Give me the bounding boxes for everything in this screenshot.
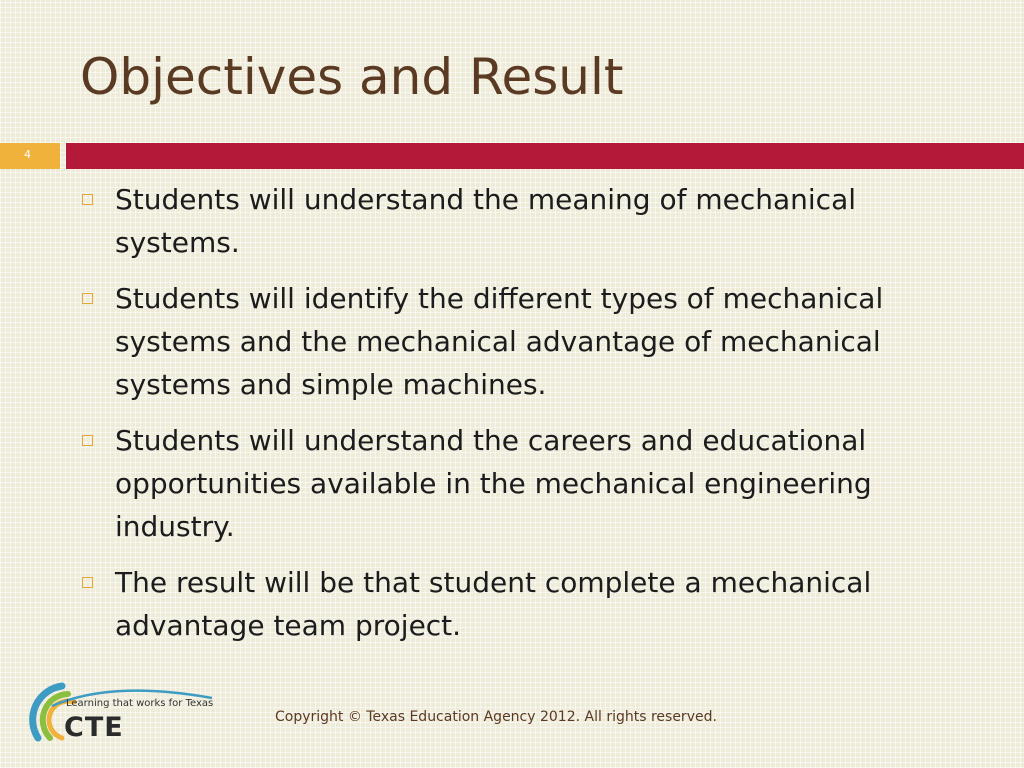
- bullet-item: [82, 178, 982, 264]
- bullet-item: [82, 419, 982, 548]
- logo-name: CTE: [64, 712, 124, 743]
- square-bullet-icon: [82, 293, 93, 304]
- bullet-item: [82, 561, 982, 647]
- title-accent-bar: [66, 143, 1024, 169]
- bullet-text: Students will understand the meaning of mechanical systems.: [115, 183, 857, 259]
- square-bullet-icon: [82, 194, 93, 205]
- bullet-text: Students will understand the careers and educational opportunities available in the mechanical engineering industry.: [115, 424, 872, 543]
- logo-tagline: Learning that works for Texas: [66, 698, 214, 709]
- bullet-text: Students will identify the different types of mechanical systems and the mechanical advantage of mechanical systems and simple machines.: [115, 282, 884, 401]
- square-bullet-icon: [82, 435, 93, 446]
- square-bullet-icon: [82, 577, 93, 588]
- bullet-list: [82, 178, 982, 660]
- copyright-text: Copyright © Texas Education Agency 2012. All rights reserved.: [275, 709, 717, 725]
- bullet-item: [82, 277, 982, 406]
- bullet-text: The result will be that student complete a mechanical advantage team project.: [115, 566, 872, 642]
- slide-number: 4: [0, 143, 60, 169]
- slide-title: Objectives and Result: [80, 48, 624, 106]
